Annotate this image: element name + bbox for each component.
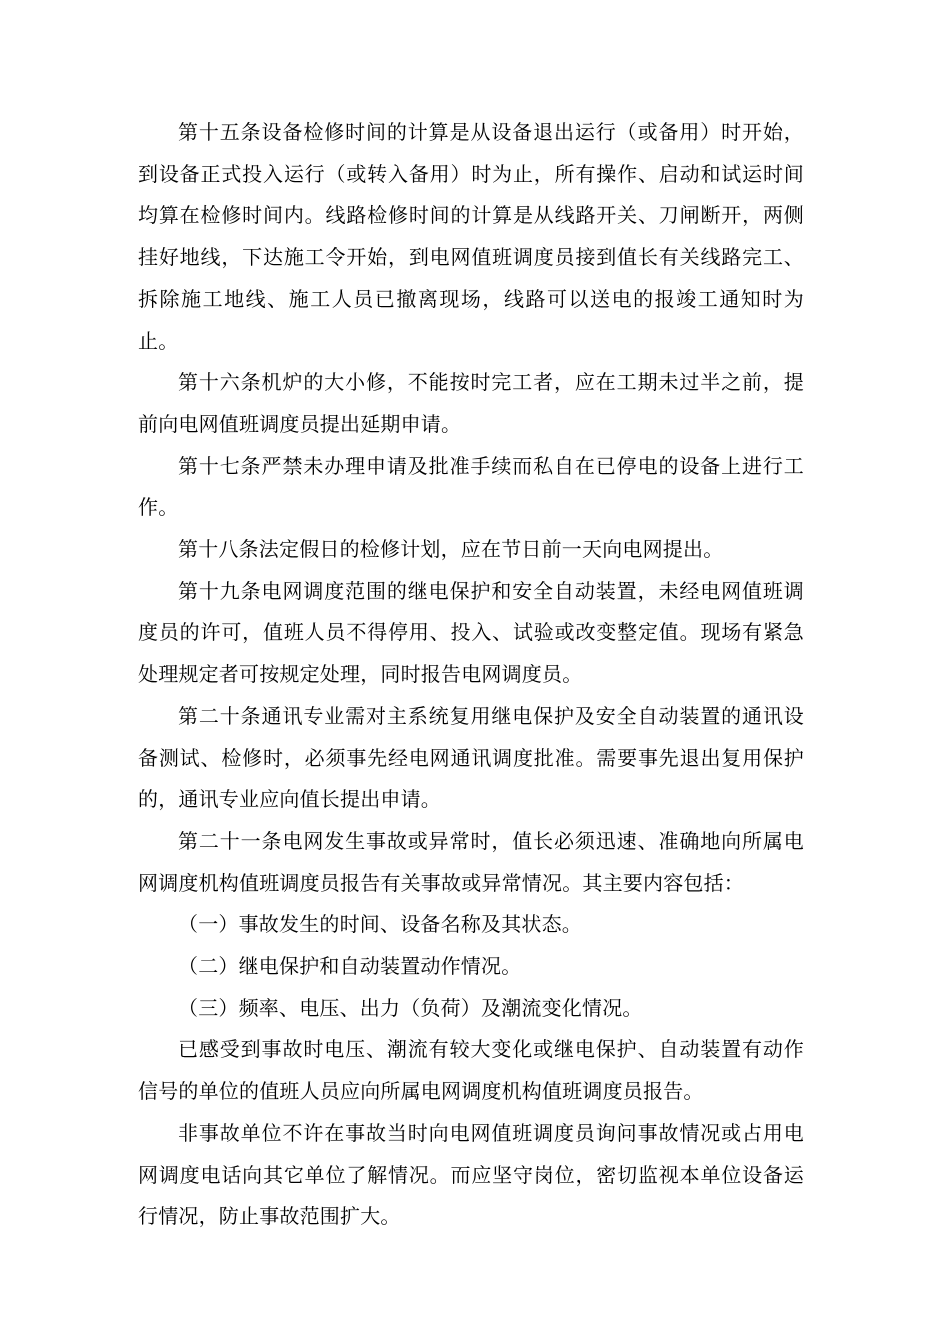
list-item-3: （三）频率、电压、出力（负荷）及潮流变化情况。 bbox=[178, 995, 643, 1020]
list-item-2: （二）继电保护和自动装置动作情况。 bbox=[178, 954, 522, 979]
article-15-paragraph: 第十五条设备检修时间的计算是从设备退出运行（或备用）时开始，到设备正式投入运行（或转入备用）时为止，所有操作、启动和试运时间均算在检修时间内。线路检修时间的计算是从线路开关、刀闸断开，两侧挂好地线，下达施工令开始，到电网值班调度员接到值长有关线路完工、拆除施工地线、施工人员已撤离现场，线路可以送电的报竣工通知时为止。 bbox=[138, 120, 804, 353]
reporting-paragraph: 已感受到事故时电压、潮流有较大变化或继电保护、自动装置有动作信号的单位的值班人员应向所属电网调度机构值班调度员报告。 bbox=[138, 1037, 804, 1104]
list-item-1: （一）事故发生的时间、设备名称及其状态。 bbox=[178, 912, 582, 937]
article-16-paragraph: 第十六条机炉的大小修，不能按时完工者，应在工期未过半之前，提前向电网值班调度员提出延期申请。 bbox=[138, 370, 804, 436]
article-17-paragraph: 第十七条严禁未办理申请及批准手续而私自在已停电的设备上进行工作。 bbox=[138, 453, 804, 520]
article-21-paragraph: 第二十一条电网发生事故或异常时，值长必须迅速、准确地向所属电网调度机构值班调度员报告有关事故或异常情况。其主要内容包括： bbox=[138, 828, 804, 895]
non-accident-unit-paragraph: 非事故单位不许在事故当时向电网值班调度员询问事故情况或占用电网调度电话向其它单位了解情况。而应坚守岗位，密切监视本单位设备运行情况，防止事故范围扩大。 bbox=[138, 1120, 804, 1229]
article-18-paragraph: 第十八条法定假日的检修计划，应在节日前一天向电网提出。 bbox=[178, 537, 724, 562]
document-page bbox=[138, 112, 804, 1238]
article-19-paragraph: 第十九条电网调度范围的继电保护和安全自动装置，未经电网值班调度员的许可，值班人员不得停用、投入、试验或改变整定值。现场有紧急处理规定者可按规定处理，同时报告电网调度员。 bbox=[138, 578, 804, 687]
article-20-paragraph: 第二十条通讯专业需对主系统复用继电保护及安全自动装置的通讯设备测试、检修时，必须事先经电网通讯调度批准。需要事先退出复用保护的，通讯专业应向值长提出申请。 bbox=[138, 703, 804, 812]
